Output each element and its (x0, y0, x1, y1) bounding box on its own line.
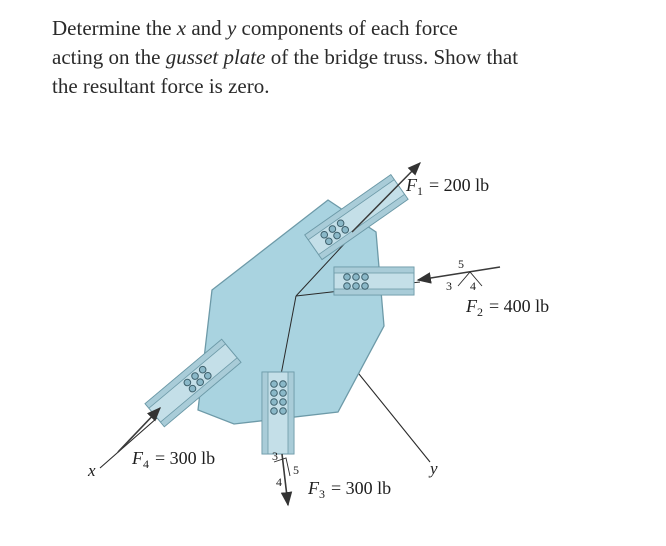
y-axis-label: y (430, 459, 438, 478)
slope-f3-a: 3 (272, 449, 278, 463)
slope-f2-a: 3 (446, 279, 452, 293)
force-f4-label: $F_4 = 300$ lb (132, 448, 216, 471)
slope-f3-b: 4 (276, 475, 282, 489)
force-f3-label: $F_3 = 300$ lb (308, 478, 392, 501)
line1-text-b: and (186, 16, 227, 40)
member-f2 (334, 267, 414, 295)
var-x: x (176, 16, 187, 40)
x-axis-label: x (88, 461, 96, 480)
slope-f2-b: 4 (470, 279, 476, 293)
line2-text-b: of the bridge truss. Show that (265, 45, 519, 69)
problem-line-3: the resultant force is zero. (52, 74, 270, 98)
member-f3 (262, 372, 294, 454)
slope-f2-hyp: 5 (458, 257, 464, 271)
line2-text-a: acting on the (52, 45, 166, 69)
force-f4-arrow (118, 408, 160, 452)
line1-text-c: components of each force (236, 16, 458, 40)
force-f1-label: $F_1 = 200$ lb (406, 175, 490, 198)
var-y: y (226, 16, 237, 40)
force-f2-label: $F_2 = 400$ lb (466, 296, 550, 319)
line1-text-a: Determine the (52, 16, 177, 40)
slope-f3-hyp: 5 (293, 463, 299, 477)
gusset-plate-term: gusset plate (165, 45, 266, 69)
